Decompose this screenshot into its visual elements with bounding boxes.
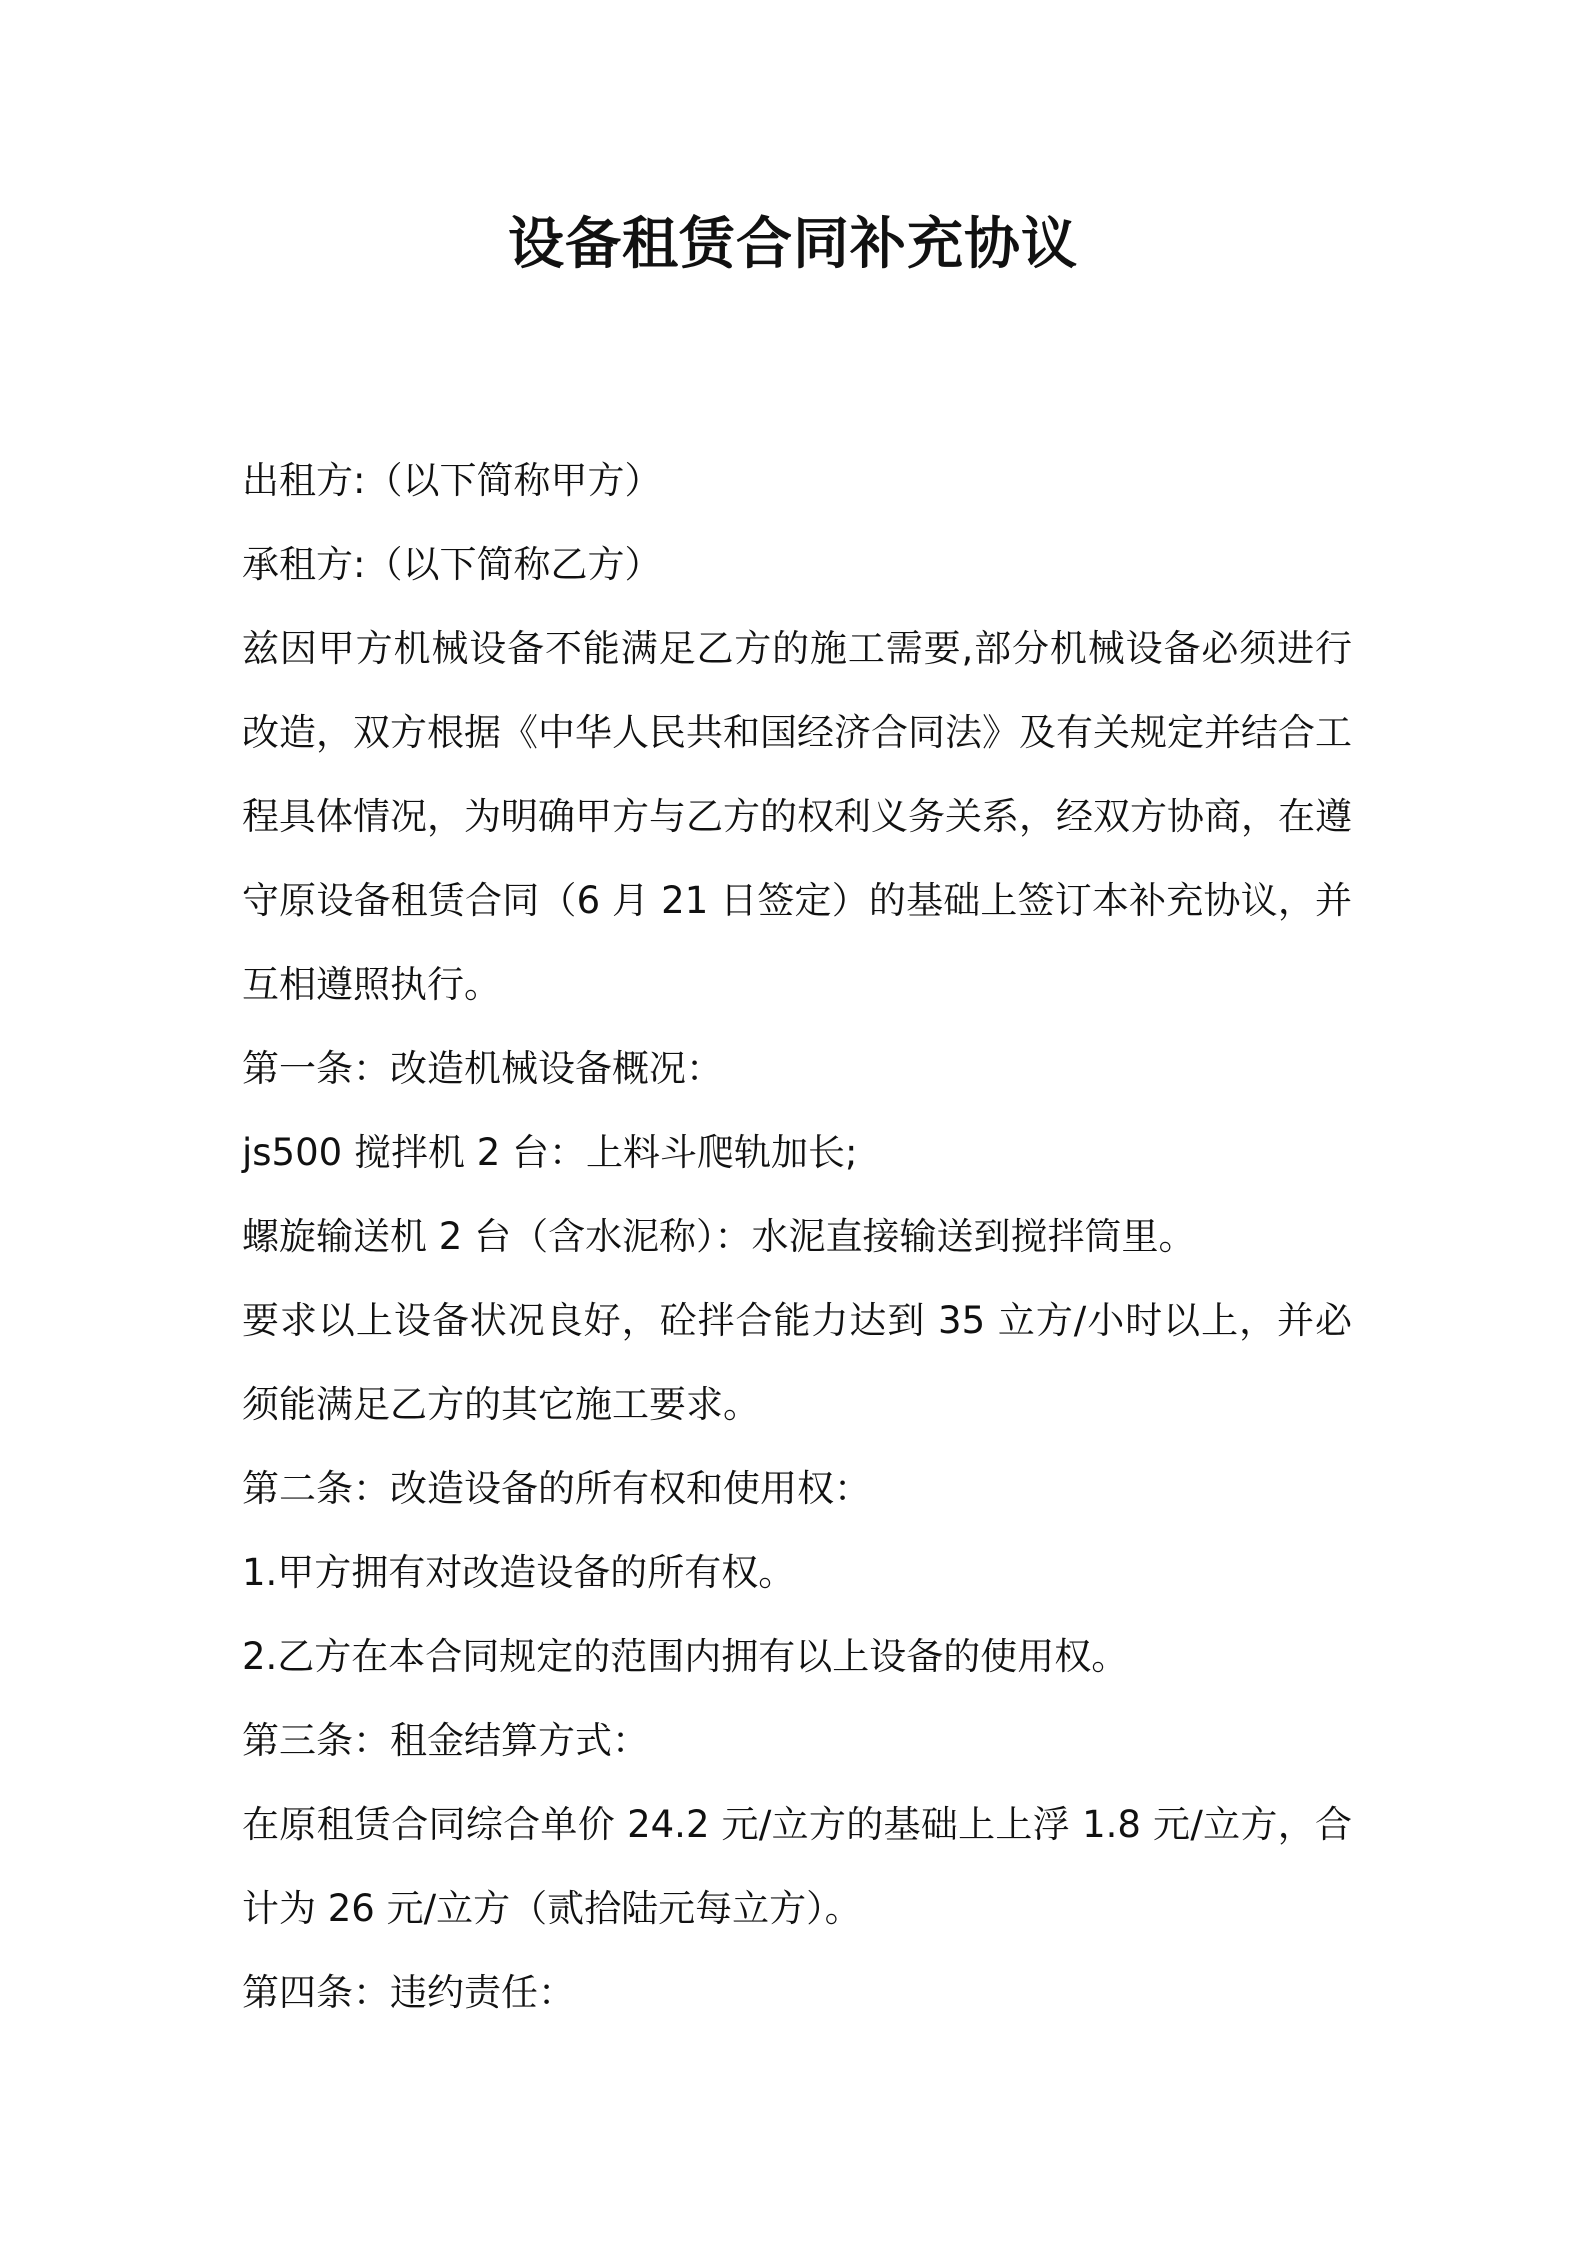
article-2-heading: 第二条：改造设备的所有权和使用权：: [242, 1467, 871, 1510]
party-b-line: 承租方:（以下简称乙方）: [242, 543, 662, 586]
article-2-item-1: 1.甲方拥有对改造设备的所有权。: [242, 1551, 796, 1594]
article-2-item-2: 2.乙方在本合同规定的范围内拥有以上设备的使用权。: [242, 1635, 1129, 1678]
article-4-heading: 第四条：违约责任：: [242, 1971, 575, 2014]
document-body: [242, 439, 1352, 2035]
article-3-content: 在原租赁合同综合单价 24.2 元/立方的基础上上浮 1.8 元/立方，合计为 26 元/立方（贰拾陆元每立方）。: [242, 1803, 1352, 1930]
party-a-line: 出租方:（以下简称甲方）: [242, 459, 662, 502]
preamble-paragraph: 兹因甲方机械设备不能满足乙方的施工需要,部分机械设备必须进行改造，双方根据《中华人民共和国经济合同法》及有关规定并结合工程具体情况，为明确甲方与乙方的权利义务关系，经双方协商，在遵守原设备租赁合同（6 月 21 日签定）的基础上签订本补充协议，并互相遵照执行。: [242, 627, 1352, 1006]
article-1-requirement: 要求以上设备状况良好，砼拌合能力达到 35 立方/小时以上，并必须能满足乙方的其它施工要求。: [242, 1299, 1352, 1426]
article-1-item-mixer: js500 搅拌机 2 台：上料斗爬轨加长;: [242, 1131, 858, 1174]
article-3-heading: 第三条：租金结算方式：: [242, 1719, 649, 1762]
article-1-heading: 第一条：改造机械设备概况：: [242, 1047, 723, 1090]
document-title: 设备租赁合同补充协议: [508, 212, 1078, 277]
article-1-item-conveyor: 螺旋输送机 2 台（含水泥称）：水泥直接输送到搅拌筒里。: [242, 1215, 1196, 1258]
